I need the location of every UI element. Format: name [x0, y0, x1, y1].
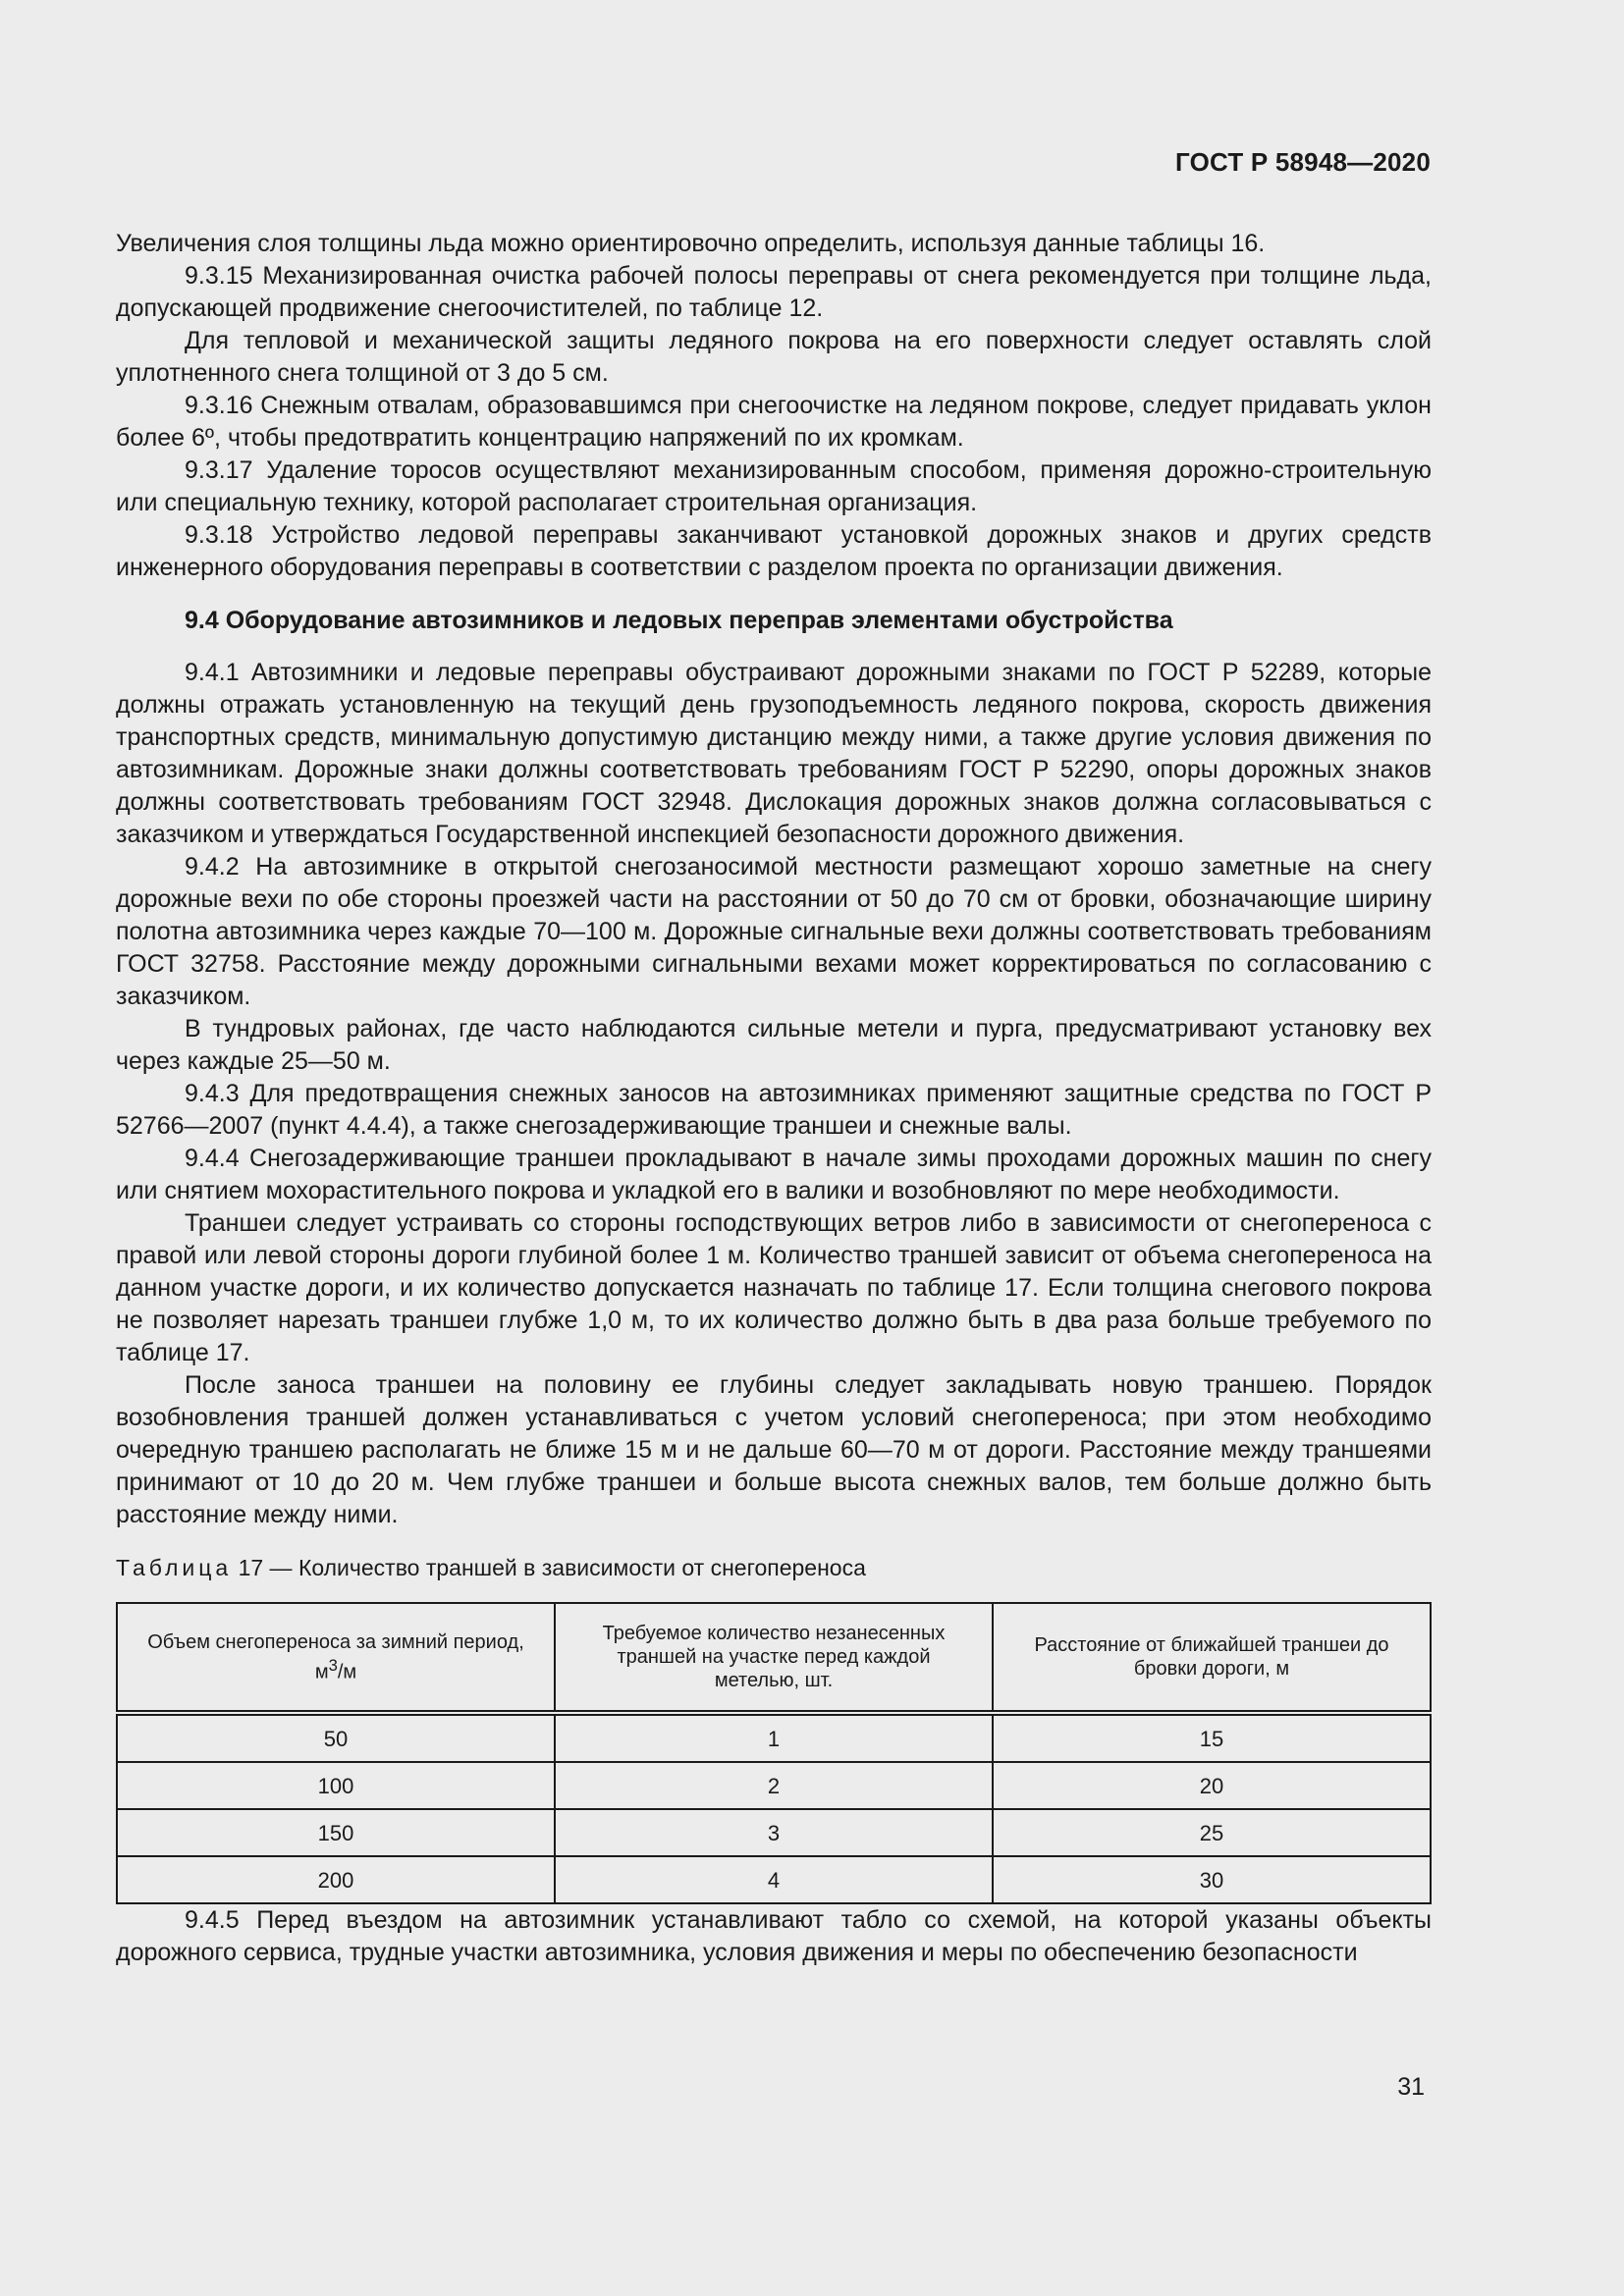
- table-header-cell: [993, 1603, 1431, 1713]
- table-header-cell: [117, 1603, 555, 1713]
- table-cell: 30: [993, 1856, 1431, 1903]
- table-cell: 150: [117, 1809, 555, 1856]
- paragraph: 9.4.5 Перед въездом на автозимник устанавливают табло со схемой, на которой указаны объекты дорожного сервиса, трудные участки автозимника, условия движения и меры по обеспечению безопасности: [116, 1906, 1432, 1966]
- paragraph: Траншеи следует устраивать со стороны господствующих ветров либо в зависимости от снегопереноса с правой или левой стороны дороги глубиной более 1 м. Количество траншей зависит от объема снегопереноса на данном участке дороги, и их количество допускается назначать по таблице 17. Если толщина снегового покрова не позволяет нарезать траншеи глубже 1,0 м, то их количество должно быть в два раза больше требуемого по таблице 17.: [116, 1209, 1432, 1366]
- table-cell: 3: [555, 1809, 993, 1856]
- paragraph: 9.4.3 Для предотвращения снежных заносов на автозимниках применяют защитные средства по ГОСТ Р 52766—2007 (пункт 4.4.4), а также снегозадерживающие траншеи и снежные валы.: [116, 1080, 1432, 1140]
- header-text-tail: /м: [337, 1661, 357, 1683]
- section-title: 9.4 Оборудование автозимников и ледовых переправ элементами обустройства: [185, 607, 1173, 634]
- table-row: [117, 1762, 1431, 1809]
- paragraph: Увеличения слоя толщины льда можно ориентировочно определить, используя данные таблицы 16.: [116, 230, 1266, 257]
- table-caption-label: Таблица: [116, 1555, 233, 1580]
- paragraph: 9.3.16 Снежным отвалам, образовавшимся при снегоочистке на ледяном покрове, следует придавать уклон более 6º, чтобы предотвратить концентрацию напряжений по их кромкам.: [116, 392, 1432, 452]
- document-body: [116, 228, 1432, 1969]
- table-cell: 200: [117, 1856, 555, 1903]
- paragraph: В тундровых районах, где часто наблюдаются сильные метели и пурга, предусматривают установку вех через каждые 25—50 м.: [116, 1015, 1432, 1075]
- table-header-row: [117, 1603, 1431, 1713]
- paragraph: 9.3.18 Устройство ледовой переправы заканчивают установкой дорожных знаков и других средств инженерного оборудования переправы в соответствии с разделом проекта по организации движения.: [116, 521, 1432, 581]
- table-cell: 2: [555, 1762, 993, 1809]
- paragraph: 9.3.15 Механизированная очистка рабочей полосы переправы от снега рекомендуется при толщине льда, допускающей продвижение снегоочистителей, по таблице 12.: [116, 262, 1432, 322]
- table-cell: 25: [993, 1809, 1431, 1856]
- table-cell: 15: [993, 1713, 1431, 1762]
- document-header: ГОСТ Р 58948—2020: [1175, 147, 1431, 177]
- table-cell: 4: [555, 1856, 993, 1903]
- header-text: Объем снегопереноса за зимний период, м: [147, 1630, 524, 1683]
- table-cell: 100: [117, 1762, 555, 1809]
- table-cell: 20: [993, 1762, 1431, 1809]
- table-header-cell: [555, 1603, 993, 1713]
- header-superscript: 3: [328, 1655, 338, 1675]
- paragraph: 9.3.17 Удаление торосов осуществляют механизированным способом, применяя дорожно-строительную или специальную технику, которой располагает строительная организация.: [116, 456, 1432, 516]
- snow-trench-table: [116, 1602, 1432, 1904]
- page-number: 31: [1397, 2073, 1425, 2101]
- table-row: [117, 1809, 1431, 1856]
- table-cell: 1: [555, 1713, 993, 1762]
- header-text: Расстояние от ближайшей траншеи до бровки дороги, м: [1034, 1634, 1389, 1680]
- table-caption: [116, 1553, 1432, 1582]
- paragraph: 9.4.1 Автозимники и ледовые переправы обустраивают дорожными знаками по ГОСТ Р 52289, которые должны отражать установленную на текущий день грузоподъемность ледяного покрова, скорость движения транспортных средств, минимальную допустимую дистанцию между ними, а также другие условия движения по автозимникам. Дорожные знаки должны соответствовать требованиям ГОСТ Р 52290, опоры дорожных знаков должны соответствовать требованиям ГОСТ 32948. Дислокация дорожных знаков должна согласовываться с заказчиком и утверждаться Государственной инспекцией безопасности дорожного движения.: [116, 659, 1432, 848]
- paragraph: Для тепловой и механической защиты ледяного покрова на его поверхности следует оставлять слой уплотненного снега толщиной от 3 до 5 см.: [116, 327, 1432, 387]
- table-cell: 50: [117, 1713, 555, 1762]
- paragraph: 9.4.4 Снегозадерживающие траншеи прокладывают в начале зимы проходами дорожных машин по снегу или снятием мохорастительного покрова и укладкой его в валики и возобновляют по мере необходимости.: [116, 1145, 1432, 1204]
- paragraph: 9.4.2 На автозимнике в открытой снегозаносимой местности размещают хорошо заметные на снегу дорожные вехи по обе стороны проезжей части на расстоянии от 50 до 70 см от бровки, обозначающие ширину полотна автозимника через каждые 70—100 м. Дорожные сигнальные вехи должны соответствовать требованиям ГОСТ 32758. Расстояние между дорожными сигнальными вехами может корректироваться по согласованию с заказчиком.: [116, 853, 1432, 1010]
- table-row: [117, 1856, 1431, 1903]
- paragraph: После заноса траншеи на половину ее глубины следует закладывать новую траншею. Порядок возобновления траншей должен устанавливаться с учетом условий снегопереноса; при этом необходимо очередную траншею располагать не ближе 15 м и не дальше 60—70 м от дороги. Расстояние между траншеями принимают от 10 до 20 м. Чем глубже траншеи и больше высота снежных валов, тем больше должно быть расстояние между ними.: [116, 1371, 1432, 1528]
- table-caption-title: 17 — Количество траншей в зависимости от снегопереноса: [232, 1555, 866, 1580]
- table-row: [117, 1713, 1431, 1762]
- header-text: Требуемое количество незанесенных траншей на участке перед каждой метелью, шт.: [602, 1623, 946, 1691]
